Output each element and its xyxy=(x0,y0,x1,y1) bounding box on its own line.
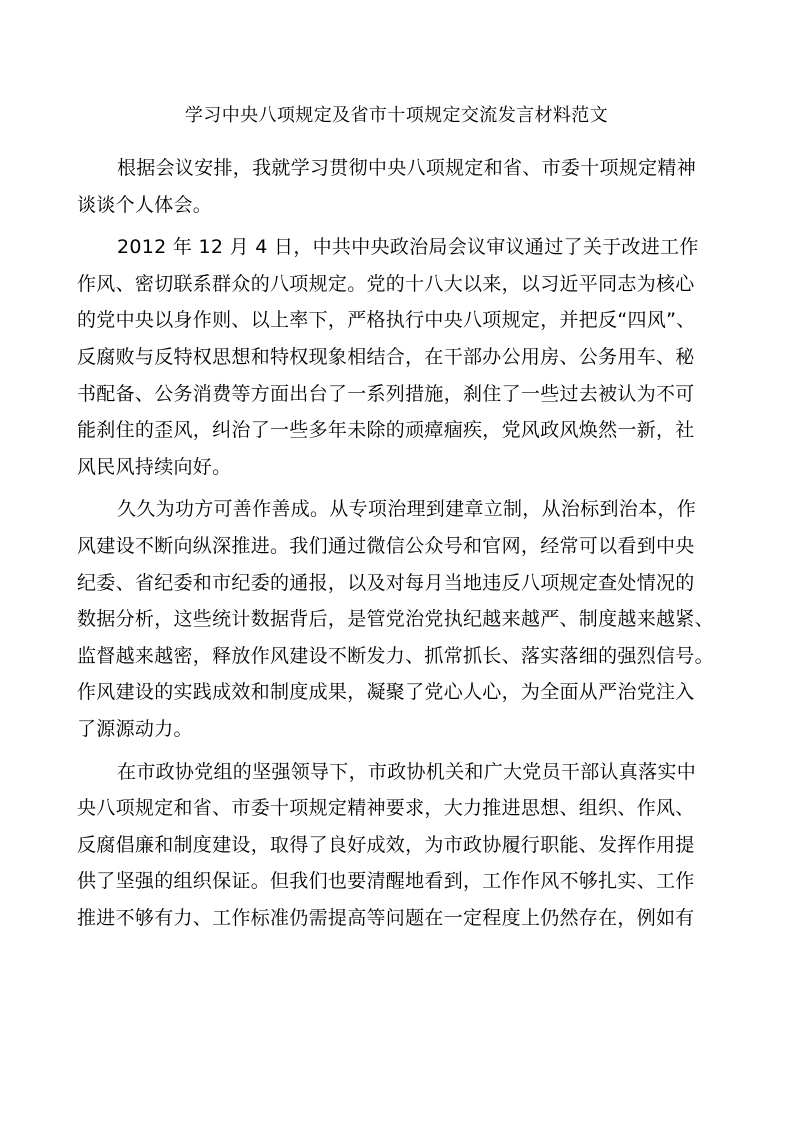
paragraph-line: 监督越来越密，释放作风建设不断发力、抓常抓长、落实落细的强烈信号。 xyxy=(77,644,714,667)
paragraph-line: 谈谈个人体会。 xyxy=(77,193,213,216)
paragraph-line: 作风建设的实践成效和制度成果，凝聚了党心人心，为全面从严治党注入 xyxy=(77,681,695,704)
paragraph-line: 反腐倡廉和制度建设，取得了良好成效，为市政协履行职能、发挥作用提 xyxy=(77,833,695,856)
paragraph-line: 风民风持续向好。 xyxy=(77,455,232,478)
paragraph xyxy=(77,754,721,937)
document-title: 学习中央八项规定及省市十项规定交流发言材料范文 xyxy=(184,105,609,126)
paragraph-line: 2012 年 12 月 4 日，中共中央政治局会议审议通过了关于改进工作 xyxy=(117,236,699,259)
paragraph-line: 数据分析，这些统计数据背后，是管党治党执纪越来越严、制度越来越紧、 xyxy=(77,608,714,631)
paragraph xyxy=(77,491,721,747)
paragraph-line: 纪委、省纪委和市纪委的通报，以及对每月当地违反八项规定查处情况的 xyxy=(77,571,695,594)
paragraph-line: 在市政协党组的坚强领导下，市政协机关和广大党员干部认真落实中 xyxy=(117,760,697,783)
paragraph-line: 书配备、公务消费等方面出台了一系列措施，刹住了一些过去被认为不可 xyxy=(77,382,695,405)
paragraph-line: 推进不够有力、工作标准仍需提高等问题在一定程度上仍然存在，例如有 xyxy=(77,906,695,929)
paragraph-line: 供了坚强的组织保证。但我们也要清醒地看到，工作作风不够扎实、工作 xyxy=(77,870,695,893)
paragraph-line: 风建设不断向纵深推进。我们通过微信公众号和官网，经常可以看到中央 xyxy=(77,534,695,557)
paragraph-line: 根据会议安排，我就学习贯彻中央八项规定和省、市委十项规定精神 xyxy=(117,157,697,179)
paragraph-line: 的党中央以身作则、以上率下，严格执行中央八项规定，并把反“四风”、 xyxy=(77,309,696,332)
paragraph xyxy=(77,229,721,485)
paragraph-line: 能刹住的歪风，纠治了一些多年未除的顽瘴痼疾，党风政风焕然一新，社 xyxy=(77,419,695,442)
paragraph-line: 央八项规定和省、市委十项规定精神要求，大力推进思想、组织、作风、 xyxy=(77,797,695,820)
paragraph-line: 作风、密切联系群众的八项规定。党的十八大以来，以习近平同志为核心 xyxy=(77,272,695,295)
document-body xyxy=(77,150,721,942)
paragraph xyxy=(77,150,721,223)
paragraph-line: 了源源动力。 xyxy=(77,717,193,740)
paragraph-line: 久久为功方可善作善成。从专项治理到建章立制，从治标到治本，作 xyxy=(117,498,697,521)
paragraph-line: 反腐败与反特权思想和特权现象相结合，在干部办公用房、公务用车、秘 xyxy=(77,345,695,368)
